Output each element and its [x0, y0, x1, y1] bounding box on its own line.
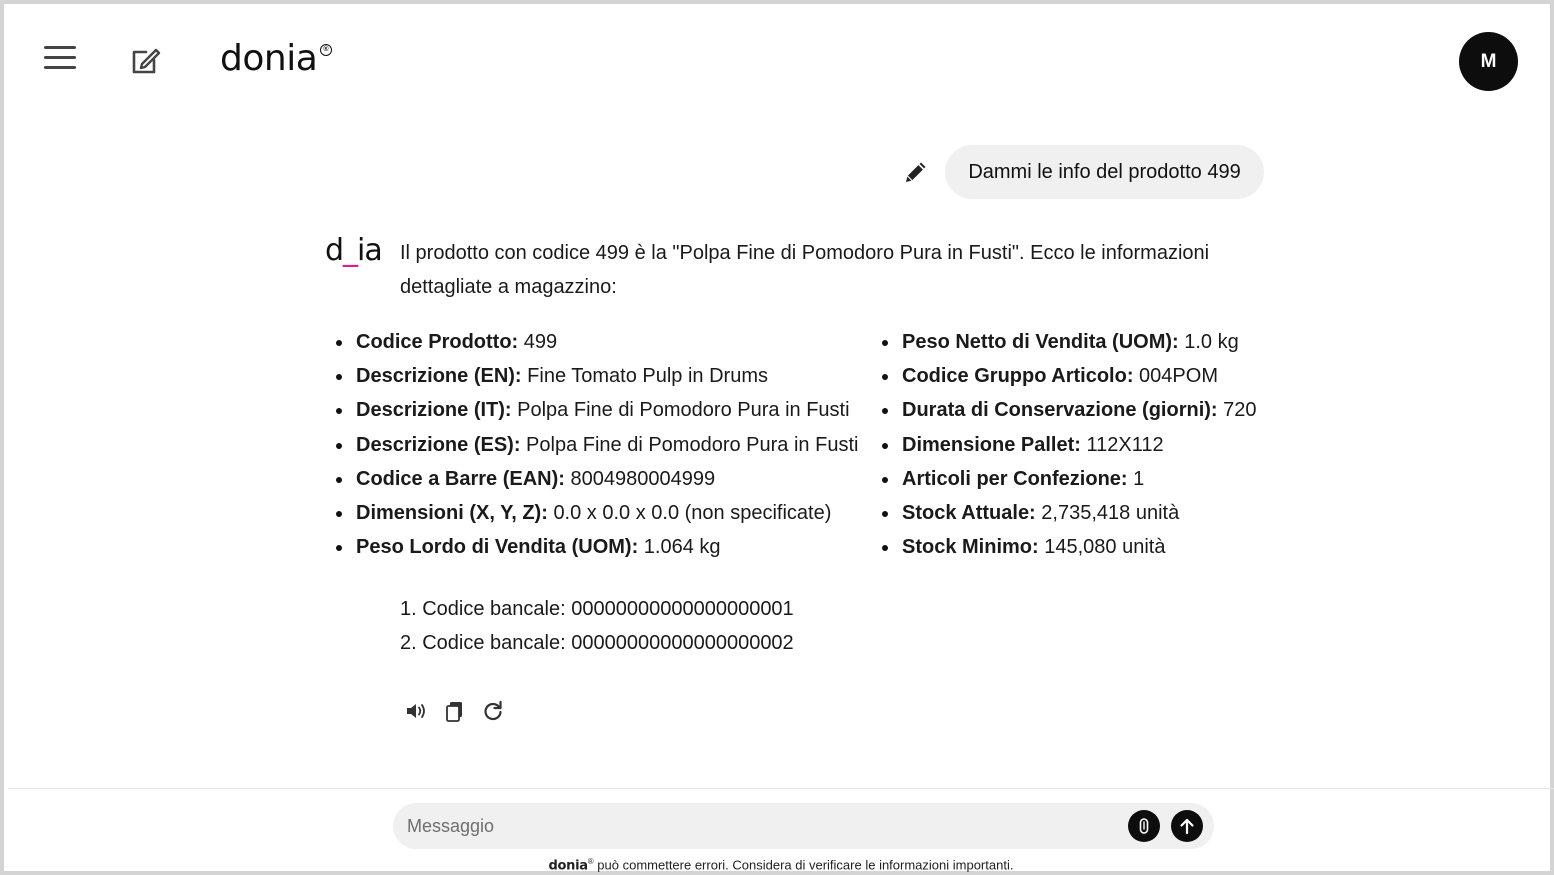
message-actions	[404, 698, 506, 724]
detail-value: Polpa Fine di Pomodoro Pura in Fusti	[517, 399, 850, 422]
details-list-right	[876, 325, 1257, 564]
list-item	[876, 462, 1257, 496]
detail-value: 1	[1133, 467, 1145, 490]
assistant-intro: Il prodotto con codice 499 è la "Polpa Fine di Pomodoro Pura in Fusti". Ecco le informazioni dettagliate a magazzino:	[400, 242, 1210, 298]
detail-label: Dimensioni (X, Y, Z):	[356, 502, 548, 525]
paperclip-icon	[1128, 810, 1160, 842]
detail-value: Polpa Fine di Pomodoro Pura in Fusti	[526, 433, 859, 456]
send-button[interactable]	[1171, 810, 1203, 842]
detail-label: Stock Attuale:	[902, 502, 1036, 525]
detail-label: Stock Minimo:	[902, 536, 1039, 559]
list-item	[330, 530, 858, 564]
assistant-logo-d: d	[325, 233, 344, 268]
app-logo: donia	[220, 38, 318, 79]
pallet-codes-list	[400, 592, 794, 660]
disclaimer-text: può commettere errori. Considera di verificare le informazioni importanti.	[593, 857, 1014, 873]
detail-value: 145,080 unità	[1044, 536, 1166, 559]
arrow-up-icon	[1171, 810, 1203, 842]
pallet-code-item: 1. Codice bancale: 00000000000000000001	[400, 598, 794, 620]
list-item	[876, 359, 1257, 393]
detail-value: 720	[1223, 399, 1257, 422]
detail-label: Dimensione Pallet:	[902, 433, 1081, 456]
detail-value: 0.0 x 0.0 x 0.0 (non specificate)	[553, 502, 832, 525]
list-item	[330, 359, 858, 393]
details-list-left	[330, 325, 858, 564]
pencil-icon[interactable]	[902, 158, 930, 186]
list-item	[876, 325, 1257, 359]
detail-value: 112X112	[1086, 433, 1164, 456]
detail-label: Codice a Barre (EAN):	[356, 467, 565, 490]
detail-label: Codice Prodotto:	[356, 331, 519, 353]
list-item	[330, 496, 858, 530]
user-message: Dammi le info del prodotto 499	[945, 145, 1264, 199]
list-item	[330, 393, 858, 427]
list-item	[330, 428, 858, 462]
disclaimer	[4, 857, 1554, 873]
assistant-logo	[325, 233, 382, 269]
detail-label: Codice Gruppo Articolo:	[902, 365, 1134, 388]
registered-mark: ®	[320, 44, 332, 56]
attach-button[interactable]	[1128, 810, 1160, 842]
copy-icon[interactable]	[442, 698, 468, 724]
footer-brand: donia	[548, 858, 588, 874]
detail-value: 499	[523, 331, 558, 353]
list-item	[876, 428, 1257, 462]
detail-label: Descrizione (EN):	[356, 365, 522, 388]
detail-value: 2,735,418 unità	[1041, 502, 1180, 525]
detail-value: 1.064 kg	[643, 536, 721, 559]
detail-label: Peso Netto di Vendita (UOM):	[902, 331, 1179, 353]
detail-value: Fine Tomato Pulp in Drums	[527, 365, 768, 388]
detail-value: 004POM	[1139, 365, 1218, 388]
user-avatar[interactable]: M	[1459, 32, 1518, 91]
detail-label: Peso Lordo di Vendita (UOM):	[356, 536, 639, 559]
message-composer	[393, 803, 1214, 849]
detail-label: Articoli per Confezione:	[902, 467, 1128, 490]
list-item	[876, 530, 1257, 564]
assistant-logo-ia: ia	[357, 233, 382, 268]
list-item	[330, 325, 858, 359]
refresh-icon[interactable]	[480, 698, 506, 724]
new-chat-icon[interactable]	[128, 44, 162, 78]
list-item	[876, 393, 1257, 427]
speaker-icon[interactable]	[404, 698, 430, 724]
list-item	[330, 462, 858, 496]
assistant-logo-underscore: _	[343, 233, 358, 268]
menu-icon[interactable]	[44, 46, 80, 74]
footer-brand-mark: ®	[587, 857, 594, 866]
detail-value: 1.0 kg	[1184, 331, 1239, 353]
detail-label: Descrizione (ES):	[356, 433, 521, 456]
message-input[interactable]	[407, 811, 1107, 841]
detail-label: Durata di Conservazione (giorni):	[902, 399, 1218, 422]
detail-label: Descrizione (IT):	[356, 399, 512, 422]
list-item	[876, 496, 1257, 530]
detail-value: 8004980004999	[570, 467, 716, 490]
footer-divider	[8, 788, 1554, 789]
pallet-code-item: 2. Codice bancale: 00000000000000000002	[400, 632, 794, 654]
